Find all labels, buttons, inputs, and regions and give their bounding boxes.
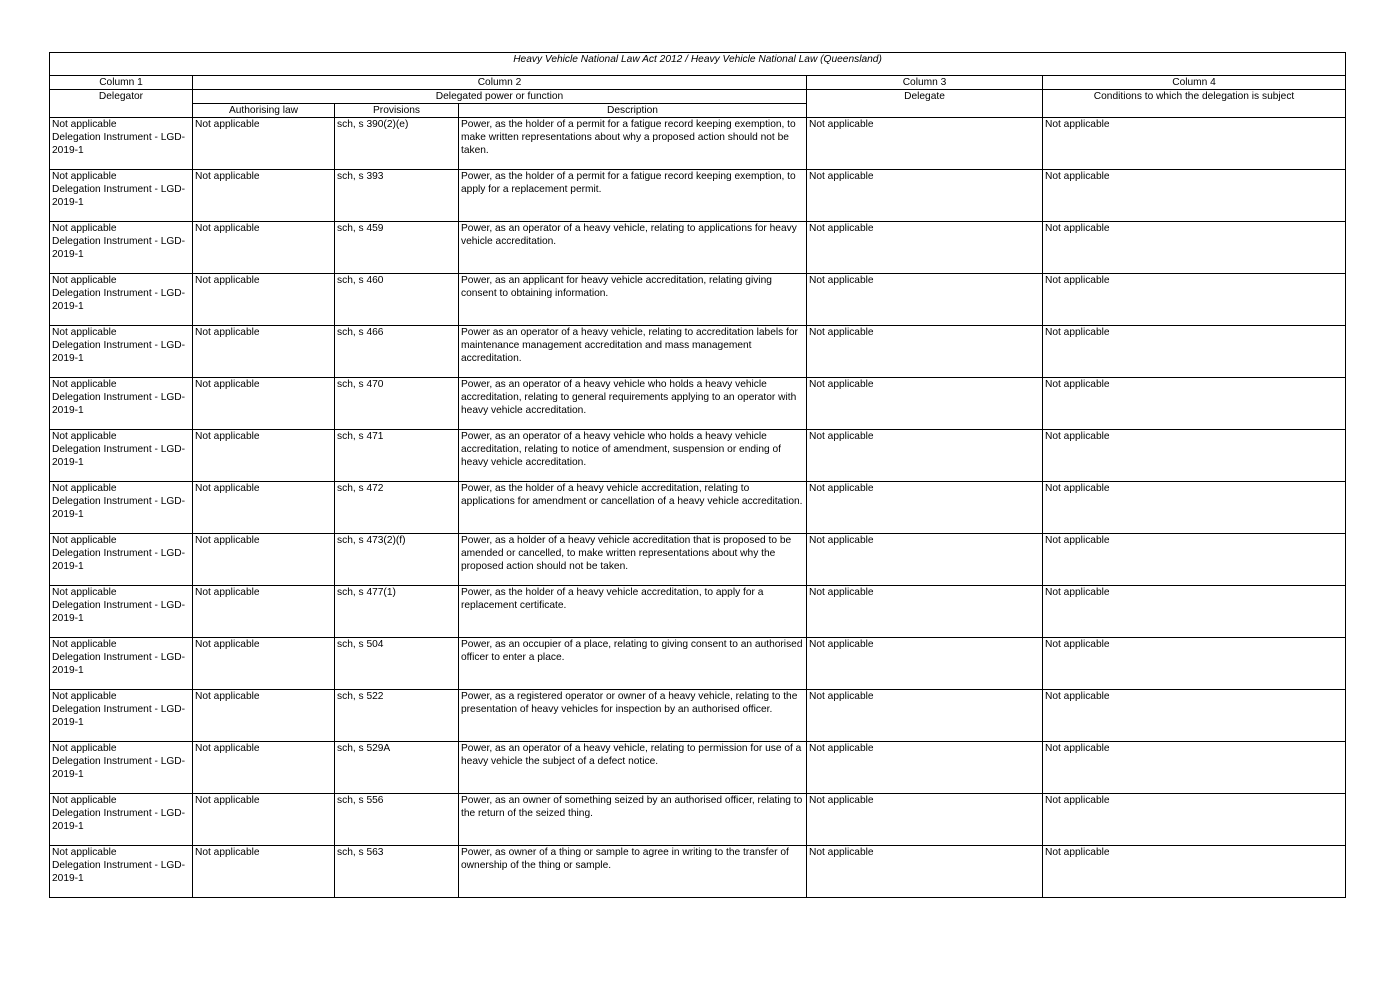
delegation-instrument: Delegation Instrument - LGD-2019-1 xyxy=(52,548,186,572)
description-cell: Power, as the holder of a heavy vehicle accreditation, to apply for a replacement certificate. xyxy=(459,586,807,638)
conditions-cell: Not applicable xyxy=(1043,638,1346,690)
delegate-cell: Not applicable xyxy=(807,118,1043,170)
conditions-cell: Not applicable xyxy=(1043,378,1346,430)
delegate-cell: Not applicable xyxy=(807,586,1043,638)
table-row xyxy=(50,534,1346,586)
delegator-value: Not applicable xyxy=(52,587,117,598)
table-body xyxy=(50,118,1346,898)
description-cell: Power, as an operator of a heavy vehicle, relating to applications for heavy vehicle accreditation. xyxy=(459,222,807,274)
authorising-law-cell: Not applicable xyxy=(193,586,335,638)
conditions-cell: Not applicable xyxy=(1043,690,1346,742)
delegate-cell: Not applicable xyxy=(807,742,1043,794)
authorising-law-cell: Not applicable xyxy=(193,534,335,586)
delegation-instrument: Delegation Instrument - LGD-2019-1 xyxy=(52,288,186,312)
table-row xyxy=(50,846,1346,898)
description-cell: Power, as an owner of something seized by an authorised officer, relating to the return of the seized thing. xyxy=(459,794,807,846)
authorising-law-cell: Not applicable xyxy=(193,794,335,846)
delegate-cell: Not applicable xyxy=(807,430,1043,482)
delegator-cell xyxy=(50,482,193,534)
provisions-cell: sch, s 477(1) xyxy=(335,586,459,638)
table-row xyxy=(50,170,1346,222)
column-4-label: Column 4 xyxy=(1043,76,1346,90)
column-1-label: Column 1 xyxy=(50,76,193,90)
delegator-value: Not applicable xyxy=(52,795,117,806)
description-cell: Power, as a registered operator or owner of a heavy vehicle, relating to the presentation of heavy vehicles for inspection by an authorised officer. xyxy=(459,690,807,742)
delegator-cell xyxy=(50,274,193,326)
delegator-cell xyxy=(50,794,193,846)
authorising-law-cell: Not applicable xyxy=(193,274,335,326)
provisions-cell: sch, s 393 xyxy=(335,170,459,222)
provisions-cell: sch, s 472 xyxy=(335,482,459,534)
delegate-header: Delegate xyxy=(807,90,1043,118)
table-row xyxy=(50,794,1346,846)
delegator-value: Not applicable xyxy=(52,639,117,650)
provisions-cell: sch, s 470 xyxy=(335,378,459,430)
delegator-cell xyxy=(50,846,193,898)
delegator-cell xyxy=(50,690,193,742)
delegated-power-header: Delegated power or function xyxy=(193,90,807,104)
description-cell: Power, as a holder of a heavy vehicle accreditation that is proposed to be amended or cancelled, to make written representations about why the proposed action should not be taken. xyxy=(459,534,807,586)
table-row xyxy=(50,118,1346,170)
delegation-instrument: Delegation Instrument - LGD-2019-1 xyxy=(52,652,186,676)
table-row xyxy=(50,378,1346,430)
delegate-cell: Not applicable xyxy=(807,794,1043,846)
authorising-law-cell: Not applicable xyxy=(193,378,335,430)
authorising-law-cell: Not applicable xyxy=(193,222,335,274)
delegator-cell xyxy=(50,118,193,170)
provisions-cell: sch, s 459 xyxy=(335,222,459,274)
delegator-cell xyxy=(50,742,193,794)
conditions-cell: Not applicable xyxy=(1043,430,1346,482)
description-cell: Power, as the holder of a permit for a fatigue record keeping exemption, to make written representations about why a proposed action should not be taken. xyxy=(459,118,807,170)
description-cell: Power, as an operator of a heavy vehicle who holds a heavy vehicle accreditation, relating to notice of amendment, suspension or ending of heavy vehicle accreditation. xyxy=(459,430,807,482)
delegator-value: Not applicable xyxy=(52,847,117,858)
delegator-cell xyxy=(50,430,193,482)
delegation-instrument: Delegation Instrument - LGD-2019-1 xyxy=(52,392,186,416)
table-row xyxy=(50,482,1346,534)
delegate-cell: Not applicable xyxy=(807,274,1043,326)
column-3-label: Column 3 xyxy=(807,76,1043,90)
delegator-value: Not applicable xyxy=(52,223,117,234)
conditions-cell: Not applicable xyxy=(1043,170,1346,222)
delegator-value: Not applicable xyxy=(52,379,117,390)
delegator-value: Not applicable xyxy=(52,535,117,546)
description-cell: Power as an operator of a heavy vehicle, relating to accreditation labels for maintenance management accreditation and mass management accreditation. xyxy=(459,326,807,378)
table-row xyxy=(50,638,1346,690)
table-row xyxy=(50,690,1346,742)
authorising-law-cell: Not applicable xyxy=(193,326,335,378)
conditions-cell: Not applicable xyxy=(1043,846,1346,898)
conditions-cell: Not applicable xyxy=(1043,794,1346,846)
delegator-header: Delegator xyxy=(50,90,193,118)
description-cell: Power, as an operator of a heavy vehicle, relating to permission for use of a heavy vehicle the subject of a defect notice. xyxy=(459,742,807,794)
delegate-cell: Not applicable xyxy=(807,482,1043,534)
delegator-cell xyxy=(50,378,193,430)
delegator-value: Not applicable xyxy=(52,431,117,442)
delegate-cell: Not applicable xyxy=(807,222,1043,274)
delegator-cell xyxy=(50,170,193,222)
delegation-instrument: Delegation Instrument - LGD-2019-1 xyxy=(52,340,186,364)
table-title: Heavy Vehicle National Law Act 2012 / Heavy Vehicle National Law (Queensland) xyxy=(50,53,1346,76)
provisions-cell: sch, s 460 xyxy=(335,274,459,326)
delegation-table xyxy=(49,52,1346,898)
authorising-law-cell: Not applicable xyxy=(193,430,335,482)
delegation-instrument: Delegation Instrument - LGD-2019-1 xyxy=(52,444,186,468)
delegator-cell xyxy=(50,326,193,378)
provisions-cell: sch, s 471 xyxy=(335,430,459,482)
table-row xyxy=(50,222,1346,274)
description-cell: Power, as the holder of a heavy vehicle accreditation, relating to applications for amendment or cancellation of a heavy vehicle accreditation. xyxy=(459,482,807,534)
delegator-cell xyxy=(50,638,193,690)
column-2-label: Column 2 xyxy=(193,76,807,90)
delegation-instrument: Delegation Instrument - LGD-2019-1 xyxy=(52,808,186,832)
authorising-law-cell: Not applicable xyxy=(193,846,335,898)
delegator-value: Not applicable xyxy=(52,743,117,754)
delegator-cell xyxy=(50,534,193,586)
table-row xyxy=(50,274,1346,326)
delegation-instrument: Delegation Instrument - LGD-2019-1 xyxy=(52,756,186,780)
conditions-cell: Not applicable xyxy=(1043,742,1346,794)
authorising-law-cell: Not applicable xyxy=(193,742,335,794)
conditions-cell: Not applicable xyxy=(1043,534,1346,586)
table-row xyxy=(50,742,1346,794)
provisions-cell: sch, s 563 xyxy=(335,846,459,898)
provisions-header: Provisions xyxy=(335,104,459,118)
description-cell: Power, as an occupier of a place, relating to giving consent to an authorised officer to enter a place. xyxy=(459,638,807,690)
description-cell: Power, as an operator of a heavy vehicle who holds a heavy vehicle accreditation, relating to general requirements applying to an operator with heavy vehicle accreditation. xyxy=(459,378,807,430)
provisions-cell: sch, s 390(2)(e) xyxy=(335,118,459,170)
delegator-value: Not applicable xyxy=(52,327,117,338)
authorising-law-cell: Not applicable xyxy=(193,170,335,222)
description-cell: Power, as the holder of a permit for a fatigue record keeping exemption, to apply for a replacement permit. xyxy=(459,170,807,222)
delegate-cell: Not applicable xyxy=(807,846,1043,898)
delegate-cell: Not applicable xyxy=(807,378,1043,430)
conditions-cell: Not applicable xyxy=(1043,326,1346,378)
delegator-value: Not applicable xyxy=(52,171,117,182)
delegate-cell: Not applicable xyxy=(807,170,1043,222)
delegation-instrument: Delegation Instrument - LGD-2019-1 xyxy=(52,600,186,624)
provisions-cell: sch, s 556 xyxy=(335,794,459,846)
delegator-cell xyxy=(50,586,193,638)
conditions-cell: Not applicable xyxy=(1043,274,1346,326)
delegate-cell: Not applicable xyxy=(807,326,1043,378)
conditions-cell: Not applicable xyxy=(1043,482,1346,534)
delegation-instrument: Delegation Instrument - LGD-2019-1 xyxy=(52,236,186,260)
authorising-law-cell: Not applicable xyxy=(193,690,335,742)
provisions-cell: sch, s 529A xyxy=(335,742,459,794)
authorising-law-cell: Not applicable xyxy=(193,482,335,534)
delegate-cell: Not applicable xyxy=(807,638,1043,690)
conditions-cell: Not applicable xyxy=(1043,586,1346,638)
description-cell: Power, as an applicant for heavy vehicle accreditation, relating giving consent to obtaining information. xyxy=(459,274,807,326)
delegate-cell: Not applicable xyxy=(807,534,1043,586)
delegation-instrument: Delegation Instrument - LGD-2019-1 xyxy=(52,496,186,520)
delegation-instrument: Delegation Instrument - LGD-2019-1 xyxy=(52,860,186,884)
provisions-cell: sch, s 466 xyxy=(335,326,459,378)
delegation-instrument: Delegation Instrument - LGD-2019-1 xyxy=(52,704,186,728)
table-row xyxy=(50,586,1346,638)
description-header: Description xyxy=(459,104,807,118)
authorising-law-cell: Not applicable xyxy=(193,118,335,170)
conditions-cell: Not applicable xyxy=(1043,222,1346,274)
delegator-value: Not applicable xyxy=(52,119,117,130)
provisions-cell: sch, s 473(2)(f) xyxy=(335,534,459,586)
description-cell: Power, as owner of a thing or sample to agree in writing to the transfer of ownership of the thing or sample. xyxy=(459,846,807,898)
conditions-cell: Not applicable xyxy=(1043,118,1346,170)
delegator-value: Not applicable xyxy=(52,275,117,286)
authorising-law-header: Authorising law xyxy=(193,104,335,118)
delegation-instrument: Delegation Instrument - LGD-2019-1 xyxy=(52,132,186,156)
authorising-law-cell: Not applicable xyxy=(193,638,335,690)
table-row xyxy=(50,326,1346,378)
delegator-cell xyxy=(50,222,193,274)
delegator-value: Not applicable xyxy=(52,483,117,494)
delegate-cell: Not applicable xyxy=(807,690,1043,742)
provisions-cell: sch, s 522 xyxy=(335,690,459,742)
table-row xyxy=(50,430,1346,482)
delegator-value: Not applicable xyxy=(52,691,117,702)
conditions-header: Conditions to which the delegation is subject xyxy=(1043,90,1346,118)
delegation-instrument: Delegation Instrument - LGD-2019-1 xyxy=(52,184,186,208)
provisions-cell: sch, s 504 xyxy=(335,638,459,690)
